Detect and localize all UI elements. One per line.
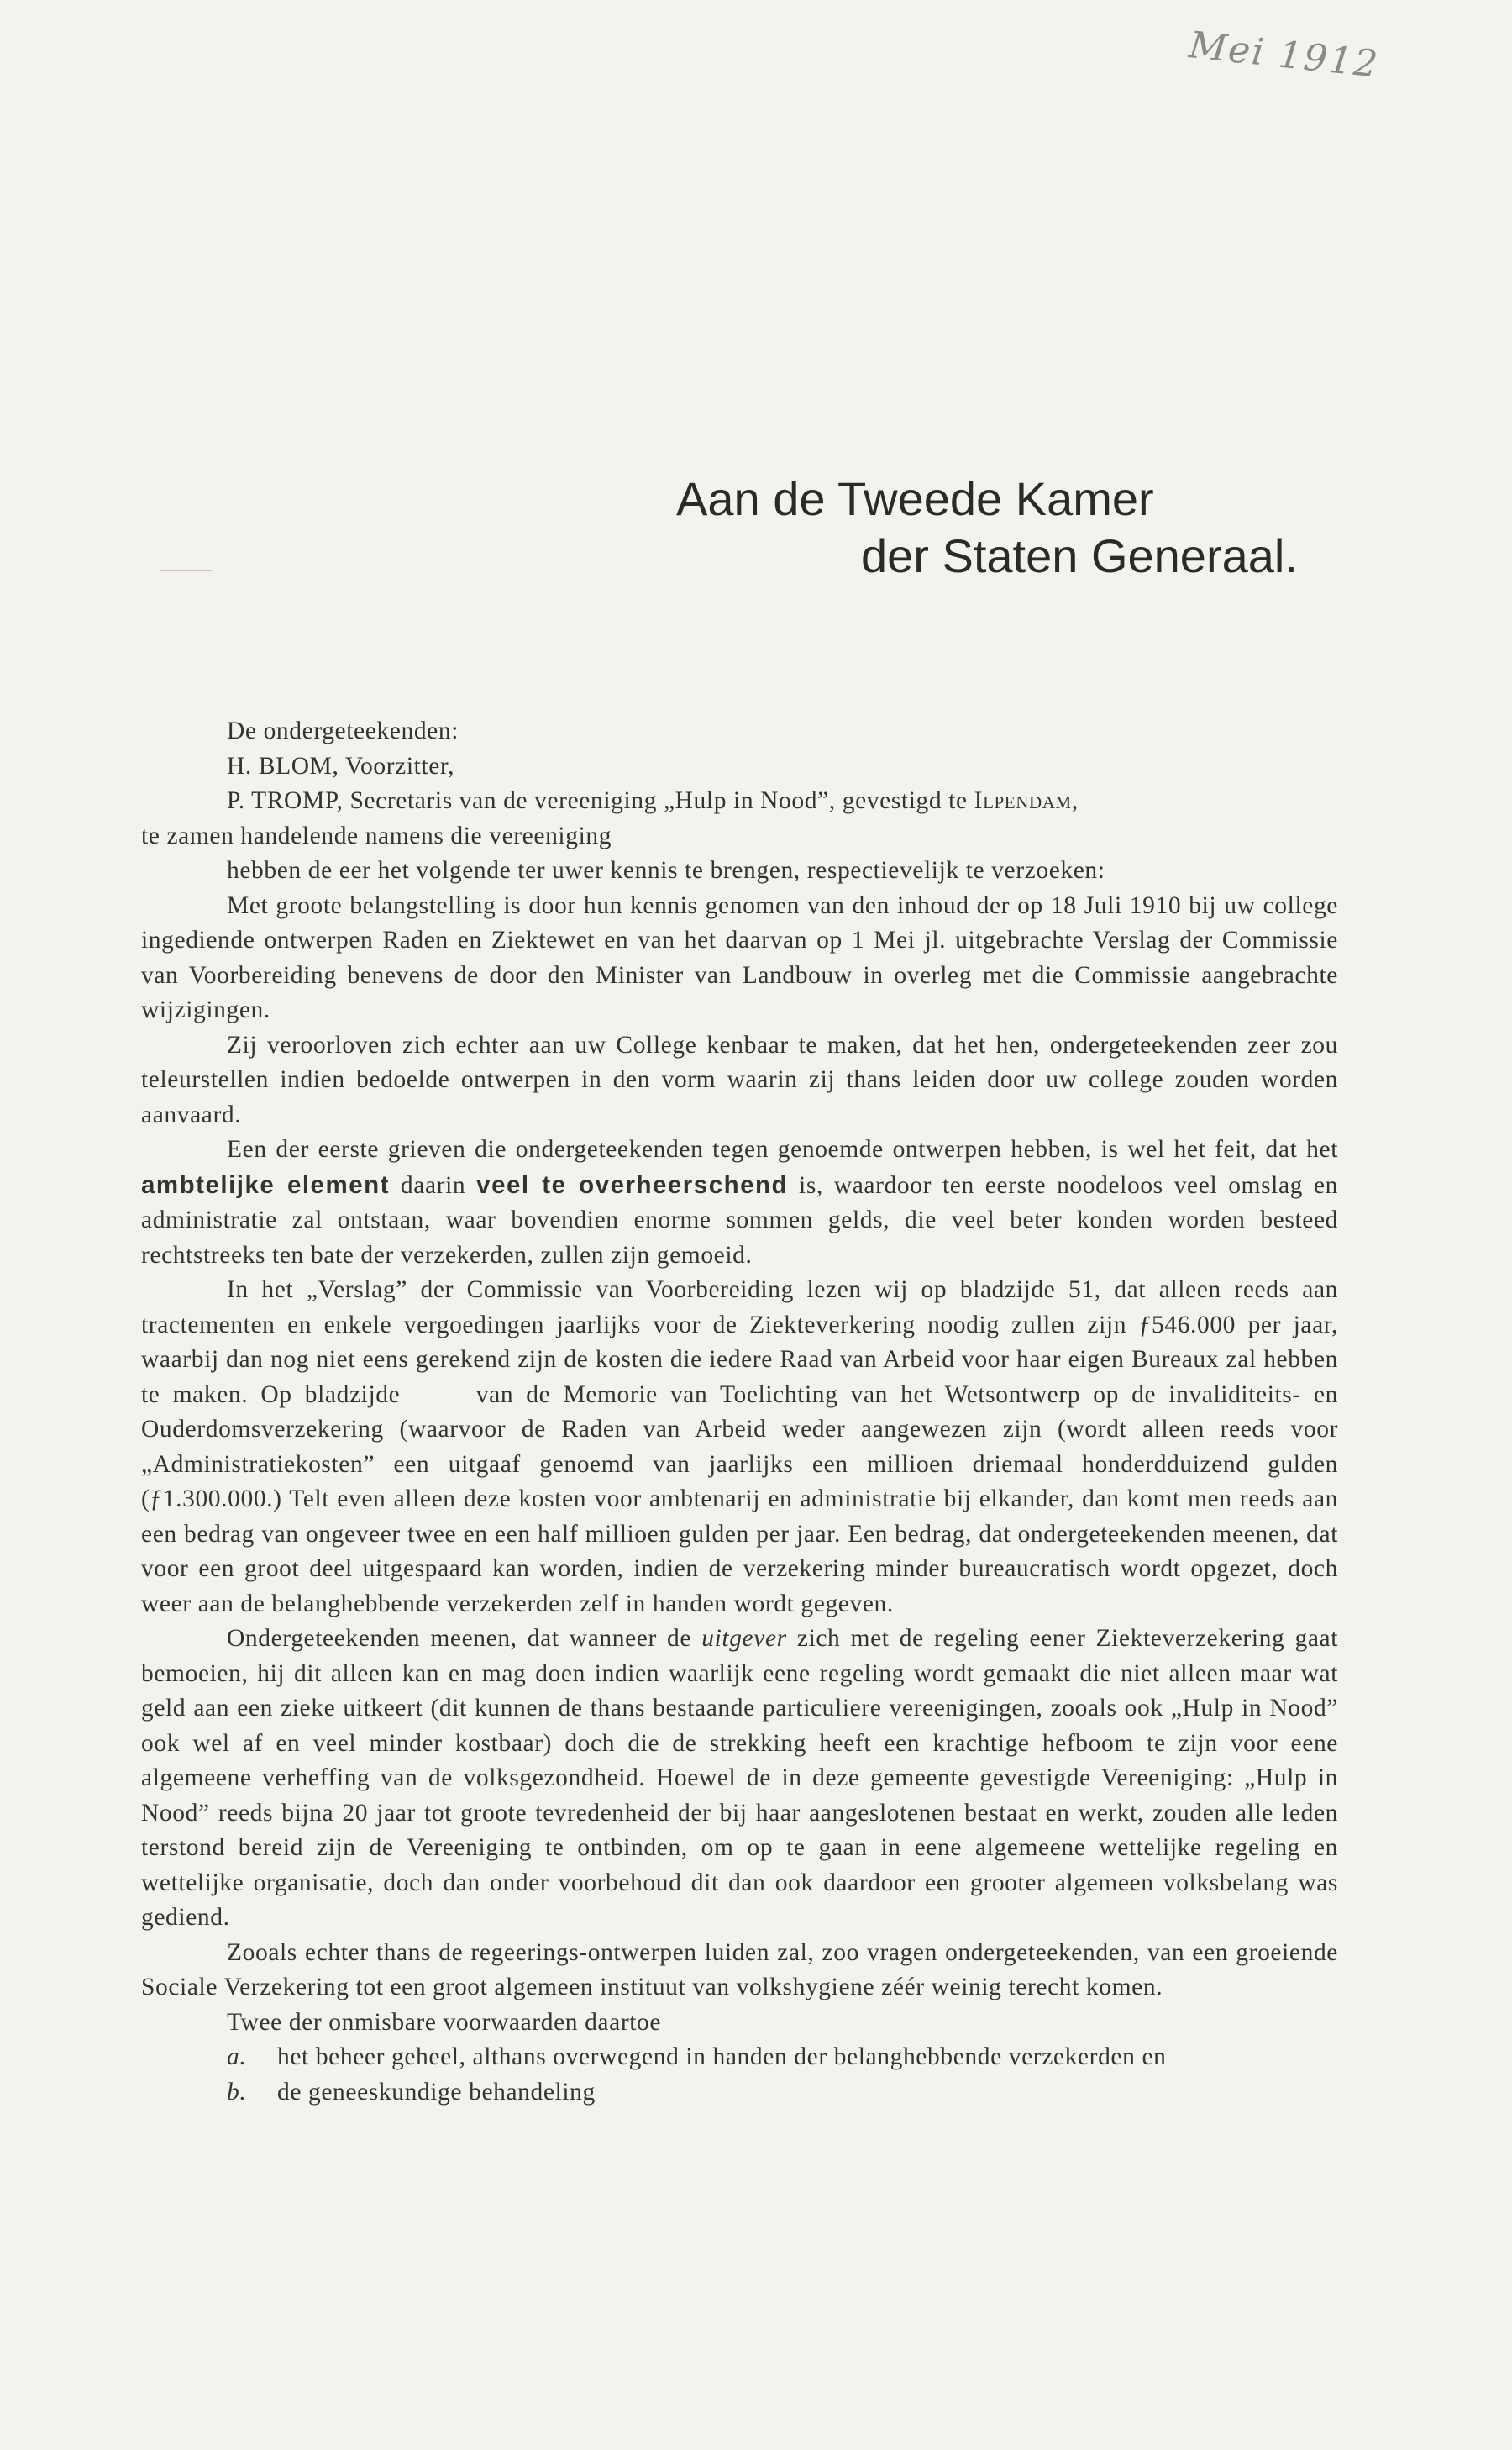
paragraph-5 [141,1622,1338,1936]
list-item-a [141,2040,1338,2075]
intro-line-3-text: P. TROMP, Secretaris van de vereeniging „Hulp in Nood”, gevestigd te [227,787,974,814]
paragraph-3-c: daarin [389,1171,477,1199]
emphasis-uitgever: uitgever [701,1625,787,1652]
list-item-b [141,2075,1338,2111]
paragraph-1: Met groote belangstelling is door hun kennis genomen van den inhoud der op 18 Juli 1910 bij uw college ingediende ontwerpen Raden en Ziektewet en van het daarvan op 1 Mei jl. uitgebrachte Verslag der Commissie van Voorbereiding benevens de door den Minister van Landbouw in overleg met die Commissie aangebrachte wijzigingen. [141,891,1338,1023]
paragraph-2: Zij veroorloven zich echter aan uw College kenbaar te maken, dat het hen, ondergeteekenden zeer zou teleurstellen indien bedoelde ontwerpen in den vorm waarin zij thans leiden door uw college zouden worden aanvaard. [141,1031,1338,1128]
list-marker-a: a. [227,2043,247,2070]
list-text-b: de geneeskundige behandeling [277,2078,596,2106]
list-text-a: het beheer geheel, althans overwegend in handen der belanghebbende verzekerden en [277,2043,1167,2070]
intro-line-5: hebben de eer het volgende ter uwer kennis te brengen, respectievelijk te verzoeken: [227,857,1105,884]
intro-line-3 [141,784,1338,819]
paragraph-5-c: zich met de regeling eener Ziekteverzekering gaat bemoeien, hij dit alleen kan en mag doen indien waarlijk eene regeling wordt gemaakt die niet alleen maar wat geld aan een zieke uitkeert (dit kunnen de thans bestaande particuliere vereenigingen, zooals ook „Hulp in Nood” ook wel af en veel minder kostbaar) doch die de strekking heeft een krachtige hefboom te zijn voor eene algemeene verheffing van de volksgezondheid. Hoewel de in deze gemeente gevestigde Vereeniging: „Hulp in Nood” reeds bijna 20 jaar tot groote tevredenheid der bij haar aangeslotenen bestaat en werkt, zouden alle leden terstond bereid zijn de Vereeniging te ontbinden, om op te gaan in eene algemeene wettelijke regeling en wettelijke organisatie, doch dan onder voorbehoud dit dan ook daardoor een grooter algemeen volksbelang was gediend. [141,1625,1339,1931]
emphasis-ambtelijk: ambtelijke element [141,1170,390,1199]
paragraph-3 [141,1133,1338,1273]
letter-body [141,714,1338,2110]
paragraph-6: Zooals echter thans de regeerings-ontwerpen luiden zal, zoo vragen ondergeteekenden, van een groeiende Sociale Verzekering tot een groot algemeen instituut van volkshygiene zéér weinig terecht komen. [141,1938,1338,2000]
list-marker-b: b. [227,2078,247,2106]
intro-line-4: te zamen handelende namens die vereeniging [141,822,612,849]
intro-line-2: H. BLOM, Voorzitter, [227,752,455,780]
title-line-1: Aan de Tweede Kamer [676,472,1154,525]
title-line-2: der Staten Generaal. [861,529,1298,582]
place-name: Ilpendam, [974,787,1079,814]
page-title [676,471,1365,585]
decorative-rule [160,570,212,571]
paragraph-3-a: Een der eerste grieven die ondergeteekenden tegen genoemde ontwerpen hebben, is wel het feit, dat het [227,1136,1338,1163]
intro-line-1: De ondergeteekenden: [227,718,459,744]
paragraph-4: In het „Verslag” der Commissie van Voorbereiding lezen wij op bladzijde 51, dat alleen reeds aan tractementen en enkele vergoedingen jaarlijks voor de Ziekteverkering noodig zullen zijn ƒ546.000 per jaar, waarbij dan nog niet eens gerekend zijn de kosten die iedere Raad van Arbeid voor haar eigen Bureaux zal hebben te maken. Op bladzijde van de Memorie van Toelichting van het Wetsontwerp op de invaliditeits- en Ouderdomsverzekering (waarvoor de Raden van Arbeid weder aangewezen zijn (wordt alleen reeds voor „Administratiekosten” een uitgaaf genoemd van jaarlijks een millioen driemaal honderdduizend gulden (ƒ1.300.000.) Telt even alleen deze kosten voor ambtenarij en administratie bij elkander, dan komt men reeds aan een bedrag van ongeveer twee en een half millioen gulden per jaar. Een bedrag, dat ondergeteekenden meenen, dat voor een groot deel uitgespaard kan worden, indien de verzekering minder bureaucratisch wordt opgezet, doch weer aan de belanghebbende verzekerden zelf in handen wordt gegeven. [141,1276,1338,1617]
paragraph-3-e: is, waardoor ten eerste noodeloos veel omslag en administratie zal ontstaan, waar bovendien enorme sommen gelds, die veel beter konden worden besteed rechtstreeks ten bate der verzekerden, zullen zijn gemoeid. [141,1171,1338,1269]
emphasis-overheerschend: veel te overheerschend [476,1170,789,1199]
paragraph-5-a: Ondergeteekenden meenen, dat wanneer de [227,1625,702,1652]
paragraph-7: Twee der onmisbare voorwaarden daartoe [227,2008,662,2036]
handwritten-date-note: Mei 1912 [1186,24,1382,87]
